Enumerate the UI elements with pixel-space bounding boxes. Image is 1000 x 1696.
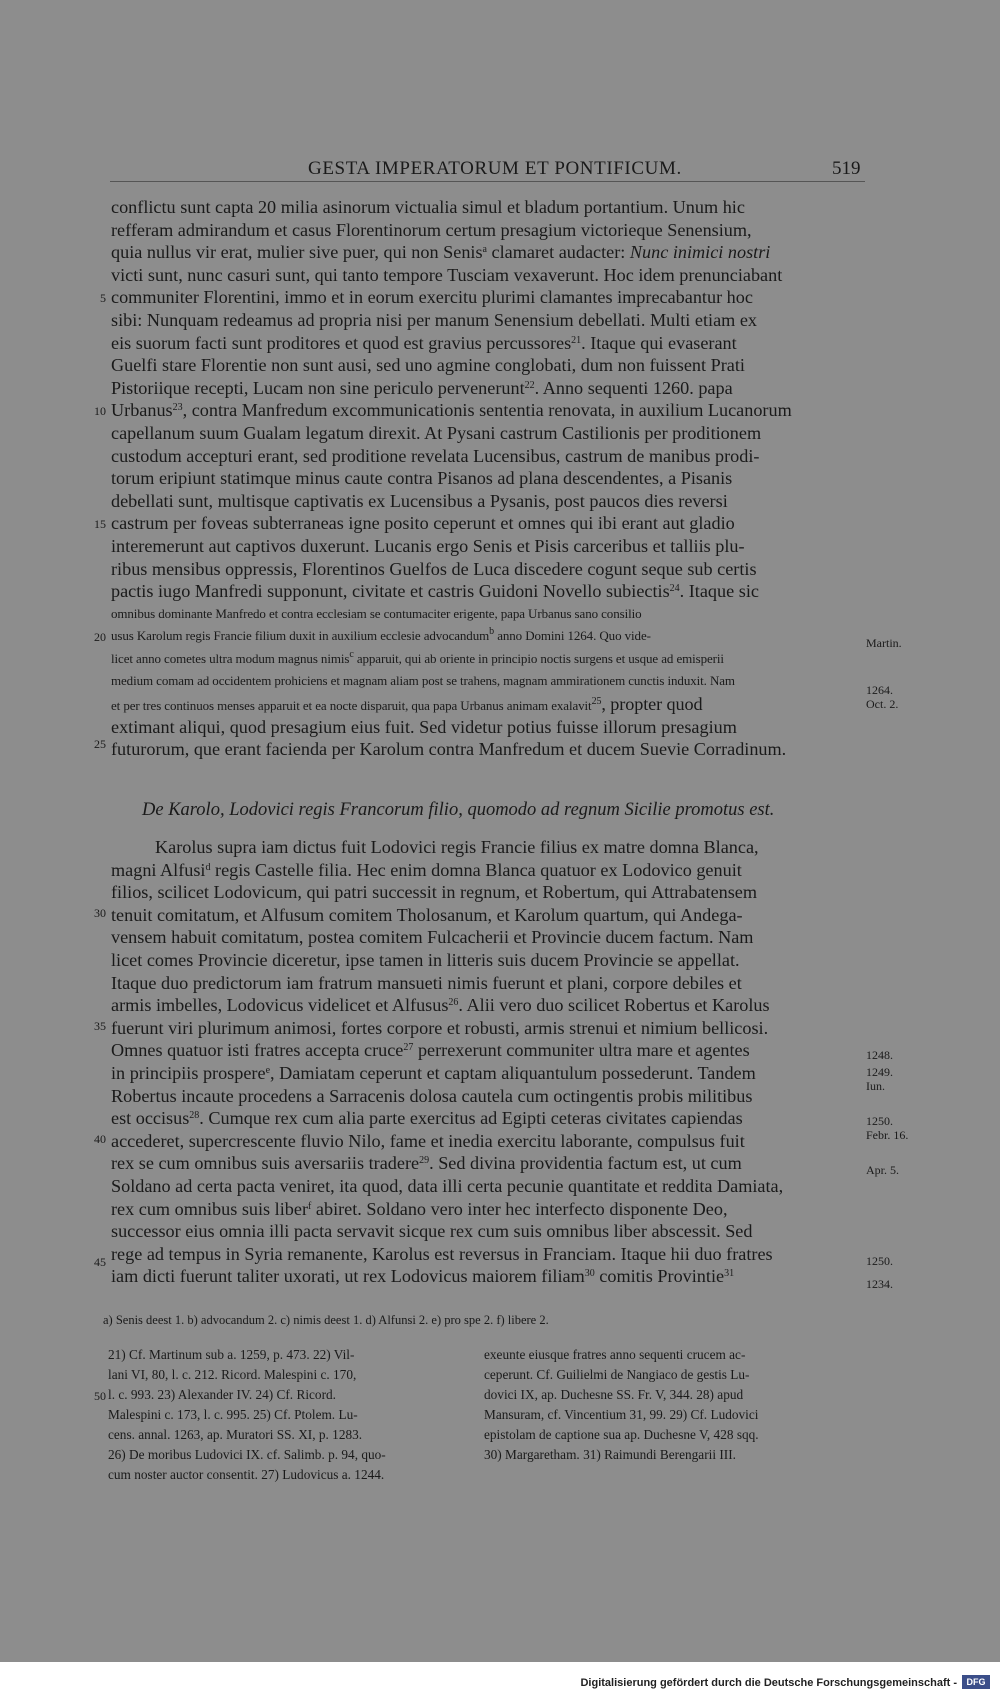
text-line: Pistoriique recepti, Lucam non sine periculo pervenerunt$^{22}$. Anno sequenti 1260. papa [111,377,733,398]
text-line: capellanum suum Gualam legatum direxit. At Pysani castrum Castilionis per proditionem [111,422,762,443]
text-line: accederet, supercrescente fluvio Nilo, fame et inedia exercitu laborante, compulsus fuit [111,1130,745,1151]
text-line: castrum per foveas subterraneas igne posito ceperunt et omnes qui ibi erant aut gladio [111,513,735,534]
text-line: torum eripiunt statimque minus caute contra Pisanos ad plana descendentes, a Pisanis [111,468,733,489]
line-number: 20 [94,630,106,644]
footnote-line: 21) Cf. Martinum sub a. 1259, p. 473. 22) Vil- [108,1347,355,1362]
text-block-2 [111,836,861,1288]
page-number: 519 [832,158,861,179]
line-number: 50 [94,1389,106,1403]
text-line: eis suorum facti sunt proditores et quod est gravius percussores$^{21}$. Itaque qui evaserant [111,332,737,353]
line-number: 10 [94,404,106,418]
footnote-line: Malespini c. 173, l. c. 995. 25) Cf. Ptolem. Lu- [108,1407,358,1422]
text-line: licet comes Provincie diceretur, ipse tamen in litteris suis ducem Provincie se appellat. [111,949,740,970]
footnote-line: l. c. 993. 23) Alexander IV. 24) Cf. Ricord. [108,1387,336,1402]
text-line: Guelfi stare Florentie non sunt ausi, sed uno agmine conglobati, dum non fuissent Prati [111,355,745,376]
text-line: Soldano ad certa pacta veniret, ita quod, data illi certa pecunie quantitate et reddita Damiata, [111,1175,784,1196]
margin-note: Martin. [866,636,902,650]
line-number: 15 [94,517,106,531]
header-rule [110,181,865,182]
margin-note: Oct. 2. [866,697,899,711]
text-line: magni Alfusi$^d$ regis Castelle filia. Hec enim domna Blanca quatuor ex Lodovico genuit [111,859,742,880]
text-block-1 [111,196,861,761]
margin-note: 1248. [866,1048,893,1062]
text-line: omnibus dominante Manfredo et contra ecclesiam se contumaciter erigente, papa Urbanus sano consilio [111,605,642,621]
footnotes-left [108,1345,470,1485]
margin-note: Iun. [866,1079,885,1093]
margin-note: 1249. [866,1065,893,1079]
margin-note: 1264. [866,683,893,697]
line-number: 25 [94,737,106,751]
footnote-line: lani VI, 80, l. c. 212. Ricord. Malespini c. 170, [108,1367,357,1382]
margin-note: 1250. [866,1114,893,1128]
text-line: debellati sunt, multisque captivatis ex Lucensibus a Pysanis, post paucos dies reversi [111,490,728,511]
text-line: interemerunt aut captivos duxerunt. Lucanis ergo Senis et Pisis carceribus et talliis plu- [111,535,745,556]
running-title: GESTA IMPERATORUM ET PONTIFICUM. [308,158,682,179]
running-header [0,158,1000,182]
margin-note: 1234. [866,1277,893,1291]
dfg-logo: DFG [962,1675,990,1689]
margin-note: 1250. [866,1254,893,1268]
text-line: custodum accepturi erant, sed proditione revelata Lucensibus, castrum de manibus prodi- [111,445,760,466]
text-line: licet anno cometes ultra modum magnus nimis$^c$ apparuit, qui ab oriente in principio noctis surgens et usque ad emisperii [111,648,724,666]
footnote-line: cens. annal. 1263, ap. Muratori SS. XI, p. 1283. [108,1427,363,1442]
text-line: in principiis prospere$^e$, Damiatam ceperunt et captam aliquantulum possederunt. Tandem [111,1062,756,1083]
text-line: Omnes quatuor isti fratres accepta cruce$^{27}$ perrexerunt communiter ultra mare et agentes [111,1040,750,1061]
text-line: Karolus supra iam dictus fuit Lodovici regis Francie filius ex matre domna Blanca, [155,837,759,857]
text-line: iam dicti fuerunt taliter uxorati, ut rex Lodovicus maiorem filiam$^{30}$ comitis Provintie$^{31}$ [111,1266,735,1287]
footnote-line: dovici IX, ap. Duchesne SS. Fr. V, 344. 28) apud [484,1387,744,1402]
text-line: successor eius omnia illi pacta servavit sicque rex cum suis omnibus liber abscessit. Sed [111,1221,753,1242]
text-line: communiter Florentini, immo et in eorum exercitu plurimi clamantes imprecabantur hoc [111,287,753,308]
text-line: ribus mensibus oppressis, Florentinos Guelfos de Luca discedere cogunt seque sub certis [111,558,757,579]
text-line: conflictu sunt capta 20 milia asinorum victualia simul et bladum portantium. Unum hic [111,197,745,217]
line-number: 45 [94,1255,106,1269]
footnote-line: Mansuram, cf. Vincentium 31, 99. 29) Cf. Ludovici [484,1407,759,1422]
text-line: sibi: Nunquam redeamus ad propria nisi per manum Senensium debellati. Multi etiam ex [111,309,758,330]
text-line: futurorum, que erant facienda per Karolum contra Manfredum et ducem Suevie Corradinum. [111,739,787,760]
footnote-line: cum noster auctor consentit. 27) Ludovicus a. 1244. [108,1467,385,1482]
text-line: rex se cum omnibus suis aversariis tradere$^{29}$. Sed divina providentia factum est, ut cum [111,1153,742,1174]
text-line: rex cum omnibus suis liber$^f$ abiret. Soldano vero inter hec interfecto disponente Deo, [111,1198,728,1219]
text-line: armis imbelles, Lodovicus videlicet et Alfusus$^{26}$. Alii vero duo scilicet Robertus et Karolus [111,995,770,1016]
text-line: fuerunt viri plurimum animosi, fortes corpore et robusti, armis strenui et nimium bellicosi. [111,1017,769,1038]
margin-note: Febr. 16. [866,1128,909,1142]
critical-apparatus: a) Senis deest 1. b) advocandum 2. c) nimis deest 1. d) Alfunsi 2. e) pro spe 2. f) libere 2. [103,1313,549,1327]
text-line: tenuit comitatum, et Alfusum comitem Tholosanum, et Karolum quartum, qui Andega- [111,904,743,925]
text-line: est occisus$^{28}$. Cumque rex cum alia parte exercitus ad Egipti ceteras civitates capiendas [111,1108,743,1129]
footnote-line: ceperunt. Cf. Guilielmi de Nangiaco de gestis Lu- [484,1367,750,1382]
text-line: vensem habuit comitatum, postea comitem Fulcacherii et Provincie ducem factum. Nam [111,927,754,948]
text-line: usus Karolum regis Francie filium duxit in auxilium ecclesie advocandum$^b$ anno Domini 1264. Quo vide- [111,626,651,644]
text-line: et per tres continuos menses apparuit et ea nocte disparuit, qua papa Urbanus animam exalavit$^{25}$, propter quod [111,694,703,715]
text-line: quia nullus vir erat, mulier sive puer, qui non Senis$^a$ clamaret audacter: Nunc inimici nostri [111,242,771,263]
footnote-line: exeunte eiusque fratres anno sequenti crucem ac- [484,1347,746,1362]
line-number: 40 [94,1132,106,1146]
margin-note: Apr. 5. [866,1163,899,1177]
text-line: refferam admirandum et casus Florentinorum certum presagium victorieque Senensium, [111,219,752,240]
text-line: victi sunt, nunc casuri sunt, qui tanto tempore Tusciam vexaverunt. Hoc idem prenunciabant [111,264,783,285]
text-line: Itaque duo predictorum iam fratrum mansueti nimis fuerunt et plani, corpore debiles et [111,972,742,993]
text-line: Robertus incaute procedens a Sarracenis dolosa cautela cum octingentis probis militibus [111,1085,753,1106]
footer-bar [0,1662,1000,1696]
text-line: Urbanus$^{23}$, contra Manfredum excommunicationis sententia renovata, in auxilium Lucanorum [111,400,792,421]
line-number: 35 [94,1019,106,1033]
funding-notice: Digitalisierung gefördert durch die Deutsche Forschungsgemeinschaft - [580,1677,957,1689]
footnotes-right [484,1345,846,1465]
text-line: filios, scilicet Lodovicum, qui patri successit in regnum, et Robertum, qui Attrabatensem [111,882,758,903]
footnote-line: epistolam de captione sua ap. Duchesne V, 428 sqq. [484,1427,759,1442]
text-line: extimant aliqui, quod presagium eius fuit. Sed videtur potius fuisse illorum presagium [111,716,737,737]
section-title: De Karolo, Lodovici regis Francorum filio, quomodo ad regnum Sicilie promotus est. [142,800,775,820]
line-number: 5 [100,291,106,305]
text-line: pactis iugo Manfredi supponunt, civitate et castris Guidoni Novello subiectis$^{24}$. Itaque sic [111,581,759,602]
footnote-line: 30) Margaretham. 31) Raimundi Berengarii III. [484,1447,736,1462]
text-line: rege ad tempus in Syria remanente, Karolus est reversus in Franciam. Itaque hii duo fratres [111,1243,773,1264]
line-number: 30 [94,906,106,920]
text-line: medium comam ad occidentem prohiciens et magnam aliam post se trahens, magnam ammirationem cunctis induxit. Nam [111,673,735,689]
footnote-line: 26) De moribus Ludovici IX. cf. Salimb. p. 94, quo- [108,1447,386,1462]
